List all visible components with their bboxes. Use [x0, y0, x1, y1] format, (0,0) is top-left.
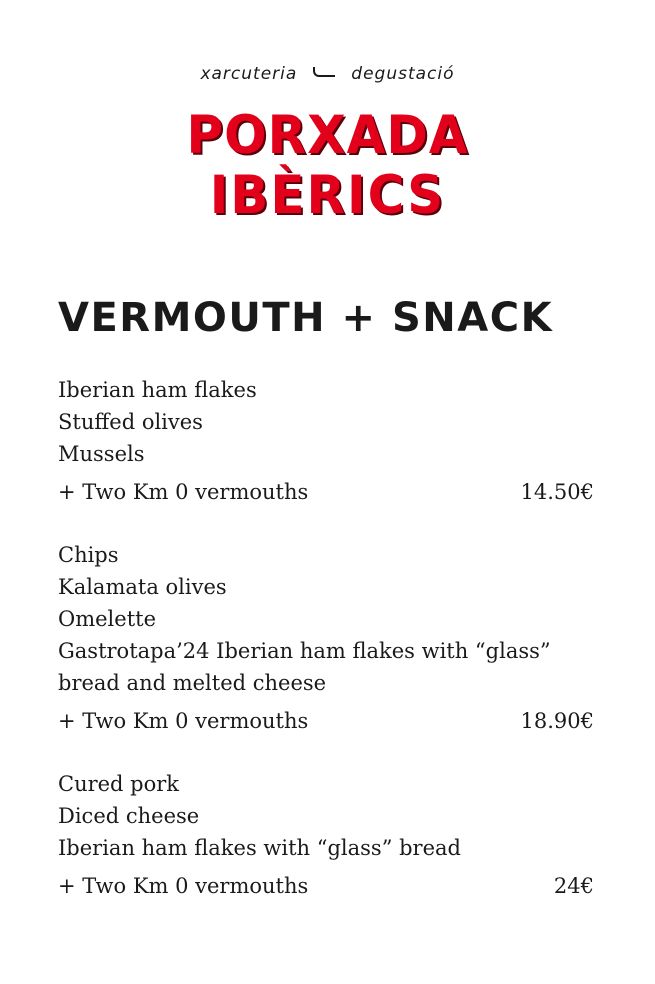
menu-group-3 — [58, 768, 594, 902]
price-row — [58, 870, 594, 902]
price: 18.90€ — [520, 709, 594, 733]
menu-item: Gastrotapa’24 Iberian ham flakes with “glass” — [58, 639, 551, 663]
menu-item: Mussels — [58, 442, 145, 466]
drink-label: + Two Km 0 vermouths — [58, 874, 309, 898]
menu-item: Stuffed olives — [58, 410, 203, 434]
logo-tagline-right: degustació — [351, 64, 455, 84]
logo-tagline — [0, 64, 655, 84]
menu-list — [58, 374, 594, 933]
menu-group-1 — [58, 374, 594, 508]
menu-item: Omelette — [58, 607, 157, 631]
menu-item: Iberian ham flakes — [58, 378, 257, 402]
logo-name-line-1: PORXADA — [186, 104, 469, 166]
menu-item: Iberian ham flakes with “glass” bread — [58, 836, 461, 860]
menu-item: Diced cheese — [58, 804, 200, 828]
menu-item: bread and melted cheese — [58, 671, 327, 695]
price: 24€ — [553, 874, 594, 898]
drink-label: + Two Km 0 vermouths — [58, 480, 309, 504]
logo-name-line-2: IBÈRICS — [209, 164, 446, 226]
price-row — [58, 705, 594, 737]
menu-item: Kalamata olives — [58, 575, 227, 599]
drink-label: + Two Km 0 vermouths — [58, 709, 309, 733]
section-title: VERMOUTH + SNACK — [58, 295, 554, 341]
logo-dash-icon — [313, 67, 335, 77]
logo-tagline-left: xarcuteria — [200, 64, 298, 84]
price-row — [58, 476, 594, 508]
menu-item: Chips — [58, 543, 119, 567]
menu-group-2 — [58, 539, 594, 737]
menu-item: Cured pork — [58, 772, 180, 796]
price: 14.50€ — [520, 480, 594, 504]
